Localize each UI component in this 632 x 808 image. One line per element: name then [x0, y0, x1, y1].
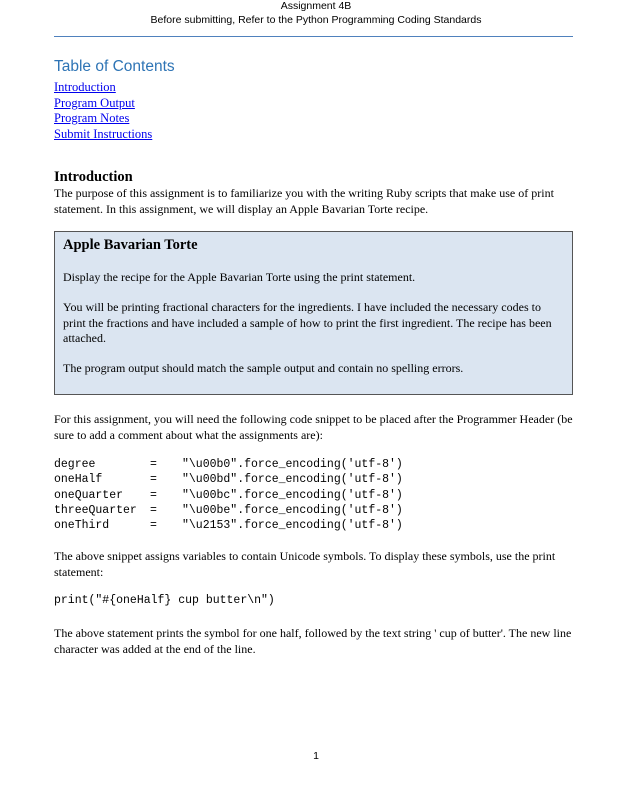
toc-link-submit-instructions[interactable]: Submit Instructions [54, 126, 153, 141]
snippet-intro-text: For this assignment, you will need the following code snippet to be placed after the Programmer Header (be sure to add a comment about what the assignments are): [54, 412, 573, 442]
header-divider [54, 36, 573, 37]
print-example-code: print("#{oneHalf} cup butter\n") [54, 594, 275, 607]
callout-title: Apple Bavarian Torte [63, 237, 198, 253]
toc-link-program-output[interactable]: Program Output [54, 95, 135, 110]
snippet-explanation-text: The above snippet assigns variables to contain Unicode symbols. To display these symbols, use the print statement: [54, 549, 556, 579]
code-line: oneHalf = "\u00bd".force_encoding('utf-8') [54, 473, 403, 487]
code-line: oneThird = "\u2153".force_encoding('utf-8') [54, 519, 403, 533]
code-line: threeQuarter = "\u00be".force_encoding('utf-8') [54, 503, 403, 517]
code-line: degree = "\u00b0".force_encoding('utf-8') [54, 458, 403, 471]
callout-paragraph-2: You will be printing fractional characters for the ingredients. I have included the necessary codes to print the fractions and have included a sample of how to print the first ingredient. The recipe has been attached. [63, 300, 552, 345]
statement-explanation-text: The above statement prints the symbol for one half, followed by the text string ' cup of butter'. The new line character was added at the end of the line. [54, 626, 572, 656]
toc-list [54, 80, 152, 142]
introduction-heading: Introduction [54, 169, 133, 185]
introduction-text: The purpose of this assignment is to familiarize you with the writing Ruby scripts that make use of print statement. In this assignment, we will display an Apple Bavarian Torte recipe. [54, 186, 554, 216]
code-line: oneQuarter = "\u00bc".force_encoding('utf-8') [54, 488, 403, 502]
recipe-callout-box [54, 231, 573, 395]
page-number: 1 [313, 750, 319, 762]
toc-link-introduction[interactable]: Introduction [54, 80, 116, 94]
callout-paragraph-3: The program output should match the sample output and contain no spelling errors. [63, 361, 464, 375]
header-title: Assignment 4B [280, 0, 352, 12]
callout-paragraph-1: Display the recipe for the Apple Bavarian Torte using the print statement. [63, 270, 416, 284]
toc-title: Table of Contents [54, 58, 175, 75]
header-subtitle: Before submitting, Refer to the Python Programming Coding Standards [150, 14, 482, 26]
code-snippet [54, 457, 403, 533]
toc-link-program-notes[interactable]: Program Notes [54, 111, 130, 125]
